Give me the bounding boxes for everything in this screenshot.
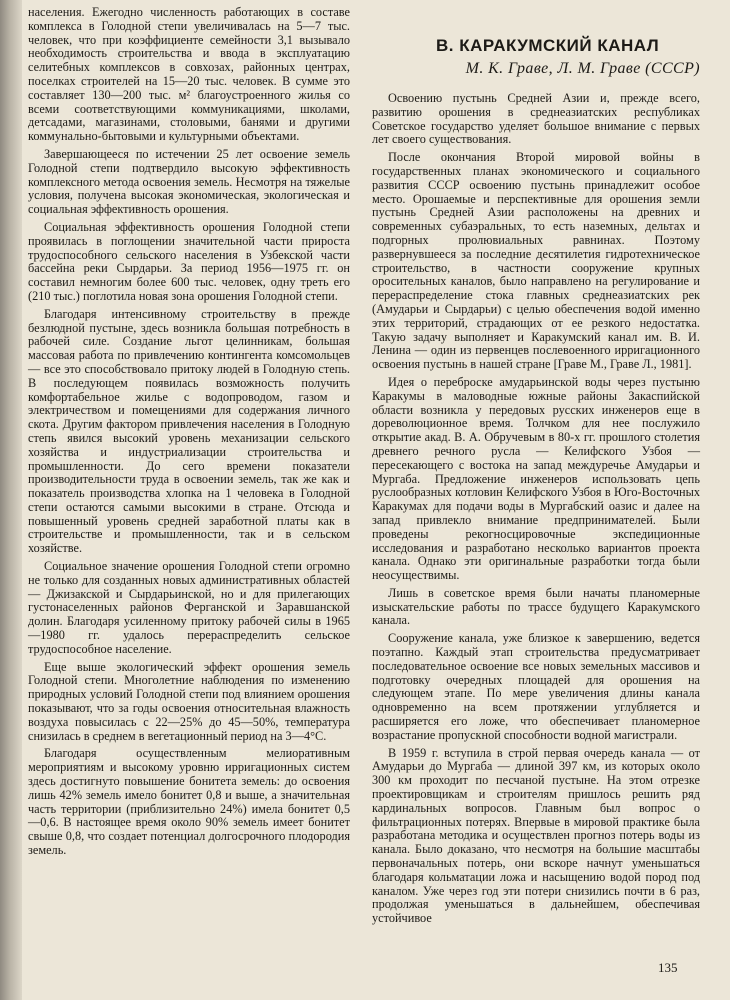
paragraph: Лишь в советское время были начаты планомерные изыскательские работы по трассе будущего Каракумского канала. [372,585,700,628]
paragraph: Социальное значение орошения Голодной степи огромно не только для созданных новых административных областей — Джизакской и Сырдарьинской, но и для прилегающих густонаселенных районов Ферганской и Заравшанской долин. Благодаря усиленному притоку рабочей силы в 1965—1980 гг. удалось перераспределить сельское трудоспособное население. [28,559,350,656]
paragraph: Идея о переброске амударьинской воды через пустыню Каракумы в маловодные южные районы Закаспийской области возникла у передовых русских инженеров еще в дореволюционное время. Толчком для нее послужило открытие акад. В. А. Обручевым в 80-х гг. прошлого столетия древнего речного русла — Келифского Узбоя — пересекающего с востока на запад междуречье Амударьи и Мургаба. Предложение инженеров использовать цепь руслообразных котловин Келифского Узбоя в Юго-Восточных Каракумах для подачи воды в Мургабский оазис и далее на запад привлекло внимание предпринимателей. Были проведены рекогносцировочные экспедиционные исследования и разработано несколько вариантов проекта канала. Однако эти оригинальные разработки тогда были неосуществимы. [372,374,700,583]
paragraph: Еще выше экологический эффект орошения земель Голодной степи. Многолетние наблюдения по изменению природных условий Голодной степи под влиянием орошения показывают, что за годы освоения относительная влажность воздуха повысилась с 22—25% до 45—50%, температура снизилась в среднем в вегетационный период на 3—4°С. [28,659,350,743]
paragraph: Освоению пустынь Средней Азии и, прежде всего, развитию орошения в среднеазиатских республиках Советское государство уделяет большое внимание с первых лет своего существования. [372,91,700,147]
right-column [372,92,700,930]
book-page [22,0,730,1000]
paragraph: населения. Ежегодно численность работающих в составе комплекса в Голодной степи увеличивалась на 5—7 тыс. человек, что при коэффициенте семейности 3,1 вызывало необходимость строительства и ввода в эксплуатацию селитебных комплексов в совхозах, районных центрах, поселках строителей на 15—20 тыс. человек. В сумме это составляет 130—200 тыс. м² благоустроенного жилья со всеми соответствующими коммуникациями, школами, детсадами, магазинами, столовыми, банями и другими коммунально-бытовыми и культурными объектами. [28,5,350,144]
paragraph: Благодаря осуществленным мелиоративным мероприятиям и высокому уровню ирригационных систем здесь достигнуто повышение бонитета земель: до освоения лишь 42% земель имело бонитет 0,8 и выше, а значительная часть территории (приблизительно 24%) имела бонитет 0,5—0,6. В настоящее время около 90% земель имеет бонитет свыше 0,8, что создает потенциал долгосрочного плодородия земель. [28,746,350,858]
paragraph: Сооружение канала, уже близкое к завершению, ведется поэтапно. Каждый этап строительства предусматривает последовательное освоение все новых земельных массивов и подготовку очередных площадей для орошения на следующем этапе. По мере увеличения длины канала одновременно на всем протяжении углубляется и расширяется его ложе, что обеспечивает планомерное возрастание пропускной способности водной магистрали. [372,631,700,742]
paragraph: После окончания Второй мировой войны в государственных планах экономического и социального развития СССР освоению пустынь принадлежит особое место. Орошаемые и перспективные для орошения земли пустынь Средней Азии расположены на древних и современных субаэральных, то есть наземных, дельтах и подгорных пролювиальных равнинах. Поэтому развернувшееся за последние десятилетия гидротехническое строительство, в частности сооружение крупных оросительных каналов, было направлено на регулирование и перераспределение стока главных среднеазиатских рек (Амударьи и Сырдарьи) с целью обеспечения водой именно этих территорий, страдающих от ее резкого недостатка. Такую задачу выполняет и Каракумский канал им. В. И. Ленина — один из первенцев послевоенного ирригационного освоения пустынь в нашей стране [Граве М., Граве Л., 1981]. [372,150,700,372]
book-binding-shadow [0,0,22,1000]
page-number: 135 [658,960,678,975]
section-authors: М. К. Граве, Л. М. Граве (СССР) [465,60,700,77]
section-title: В. КАРАКУМСКИЙ КАНАЛ [436,36,660,55]
paragraph: Социальная эффективность орошения Голодной степи проявилась в поглощении значительной части прироста трудоспособного сельского населения в Узбекской части бассейна реки Сырдарьи. За период 1956—1975 гг. он составил немногим более 600 тыс. человек, одну треть его (210 тыс.) поглотила новая зона орошения Голодной степи. [28,219,350,303]
paragraph: Завершающееся по истечении 25 лет освоение земель Голодной степи подтвердило высокую эффективность комплексного метода освоения земель. Несмотря на тяжелые условия, получена высокая экономическая, экологическая и социальная эффективность орошения. [28,146,350,217]
paragraph: Благодаря интенсивному строительству в прежде безлюдной пустыне, здесь возникла большая потребность в рабочей силе. Создание льгот целинникам, большая массовая работа по привлечению контингента комсомольцев — все это способствовало притоку людей в Голодную степь. В последующем появилась возможность получить комфортабельное жилье с водопроводом, газом и электричеством и помещениями для содержания личного скота. Другим фактором привлечения населения в Голодную степь явился высокий уровень механизации сельского хозяйства и индустриализации строительства и промышленности. До сего времени показатели производительности труда в освоении земель, так же как и показатель производства хлопка на 1 человека в Голодной степи остаются самыми высокими в стране. Отсюда и повышенный уровень средней заработной платы как в строительстве и промышленности, так и в сельском хозяйстве. [28,306,350,556]
paragraph: В 1959 г. вступила в строй первая очередь канала — от Амударьи до Мургаба — длиной 397 км, из которых около 300 км проходит по песчаной пустыне. На этом отрезке проектировщикам и строителям пришлось решить ряд кардинальных вопросов. Главным был вопрос о фильтрационных потерях. Впервые в мировой практике была разработана методика и осуществлен прогноз потерь воды из канала. Было доказано, что несмотря на большие масштабы первоначальных потерь, они вскоре начнут уменьшаться благодаря кольматации ложа и насыщению водой пород под каналом. Уже через год эти потери снизились почти в 6 раз, продолжая уменьшаться в дальнейшем, обеспечивая устойчивое [372,745,700,926]
section-header [372,36,700,90]
left-column [28,6,350,862]
